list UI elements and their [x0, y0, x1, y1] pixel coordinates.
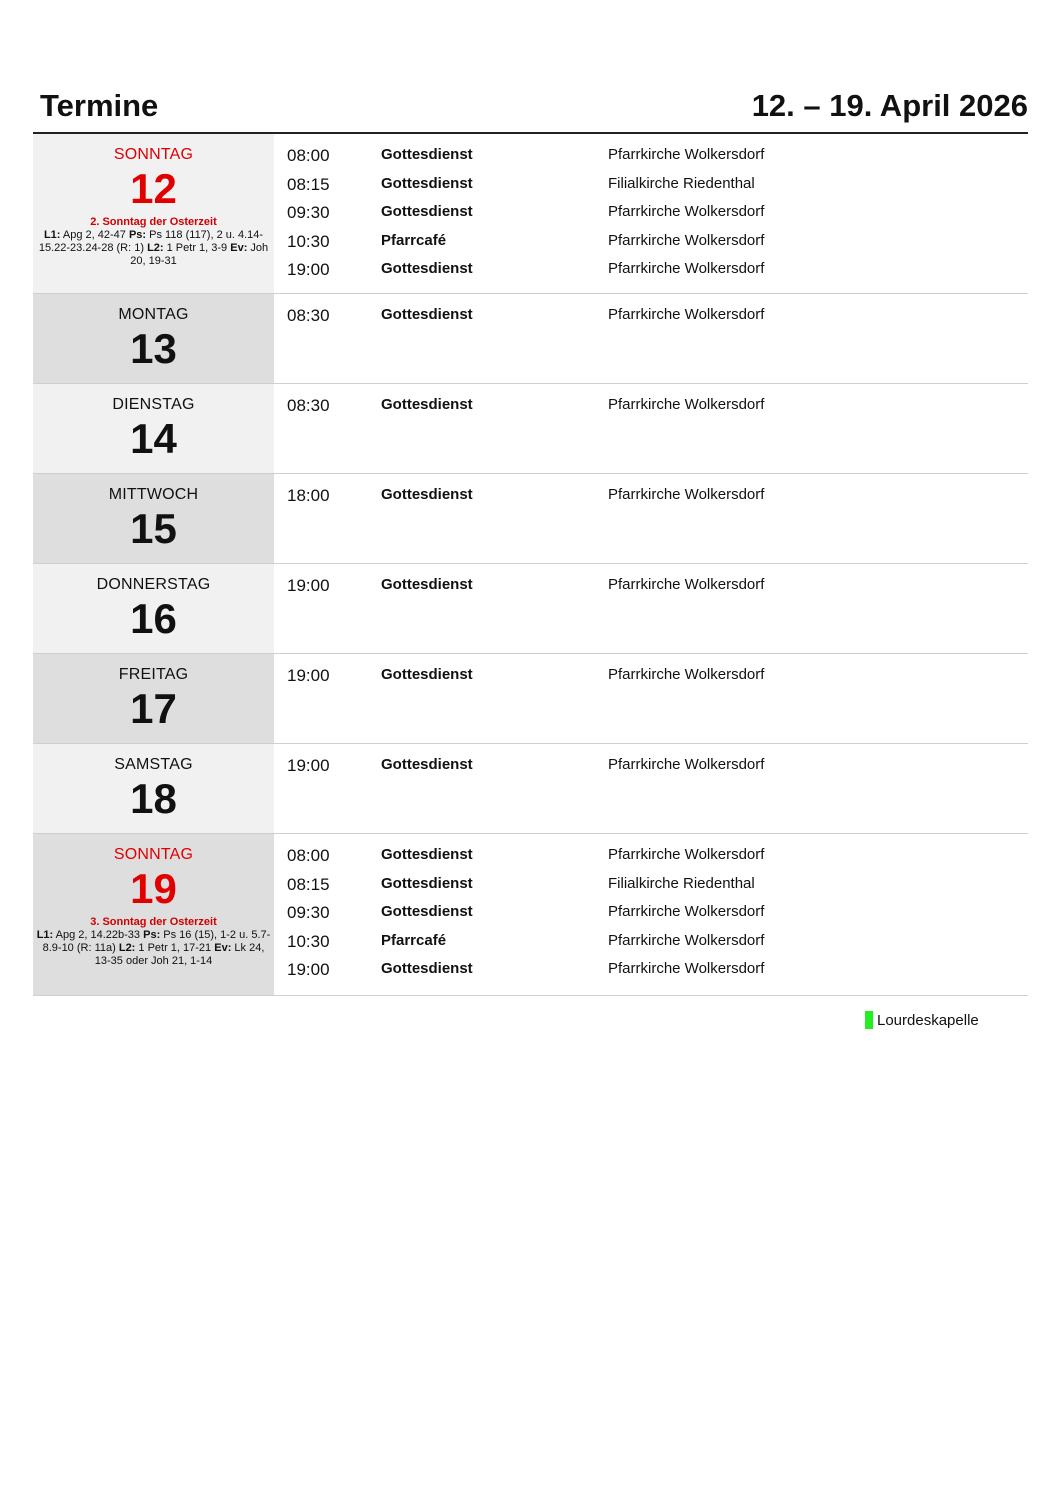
legend [865, 1010, 979, 1030]
weekday-label: MITTWOCH [108, 486, 199, 503]
reading-label: Ps: [128, 229, 147, 241]
day-number: 12 [130, 165, 177, 212]
event-time: 09:30 [287, 203, 330, 223]
reading-label: Ev: [214, 942, 232, 954]
day-cell [33, 474, 274, 563]
day-number: 14 [130, 415, 177, 462]
weekday-label: SONNTAG [113, 146, 194, 163]
event-name: Gottesdienst [381, 960, 473, 978]
event-row [274, 260, 1028, 289]
event-name: Gottesdienst [381, 903, 473, 921]
feast-name: 2. Sonntag der Osterzeit [90, 216, 217, 228]
event-name: Gottesdienst [381, 756, 473, 773]
reading-label: L1: [36, 929, 54, 941]
weekday-label: DONNERSTAG [96, 576, 211, 593]
event-row [274, 146, 1028, 175]
event-place: Pfarrkirche Wolkersdorf [608, 666, 765, 683]
event-row [274, 875, 1028, 904]
event-place: Pfarrkirche Wolkersdorf [608, 931, 765, 949]
date-range: 12. – 19. April 2026 [751, 88, 1028, 123]
reading-text: Apg 2, 14.22b-33 [53, 929, 144, 941]
event-place: Pfarrkirche Wolkersdorf [608, 486, 765, 503]
event-list [274, 134, 1028, 293]
event-time: 09:30 [287, 903, 330, 923]
event-name: Gottesdienst [381, 874, 473, 892]
day-cell [33, 654, 274, 743]
reading-label: Ps: [143, 929, 161, 941]
event-name: Gottesdienst [381, 260, 473, 278]
event-name: Gottesdienst [381, 666, 473, 683]
reading-text: 1 Petr 1, 17-21 [135, 942, 215, 954]
event-row [274, 232, 1028, 261]
weekday-label: MONTAG [118, 306, 189, 323]
day-row [33, 564, 1028, 654]
event-time: 08:30 [287, 396, 330, 415]
event-row [274, 576, 1028, 605]
day-list [33, 134, 1028, 996]
event-place: Pfarrkirche Wolkersdorf [608, 146, 765, 163]
event-row [274, 903, 1028, 932]
legend-swatch [865, 1011, 873, 1029]
event-name: Gottesdienst [381, 174, 473, 192]
event-name: Gottesdienst [381, 396, 473, 413]
day-cell [33, 134, 274, 293]
readings [33, 929, 274, 968]
reading-text: Ps 118 (117), 2 u. 4.14-15.22-23.24-28 (R: 1) [38, 229, 264, 254]
event-name: Gottesdienst [381, 486, 473, 503]
event-place: Filialkirche Riedenthal [608, 174, 755, 192]
event-time: 10:30 [287, 231, 330, 251]
weekday-label: DIENSTAG [112, 396, 195, 413]
day-cell [33, 384, 274, 473]
event-time: 18:00 [287, 486, 330, 505]
day-number: 18 [130, 775, 177, 822]
event-list [274, 744, 1028, 833]
page-header [33, 86, 1028, 134]
legend-label: Lourdeskapelle [877, 1011, 979, 1029]
event-row [274, 486, 1028, 515]
reading-label: L1: [43, 229, 61, 241]
event-time: 19:00 [287, 576, 330, 595]
day-number: 19 [130, 865, 177, 912]
reading-label: L2: [118, 942, 136, 954]
event-row [274, 396, 1028, 425]
event-list [274, 384, 1028, 473]
event-name: Pfarrcafé [381, 231, 447, 249]
event-place: Pfarrkirche Wolkersdorf [608, 846, 765, 863]
event-name: Gottesdienst [381, 576, 473, 593]
event-time: 19:00 [287, 960, 330, 980]
page-title: Termine [40, 88, 159, 123]
day-number: 17 [130, 685, 177, 732]
event-time: 10:30 [287, 931, 330, 951]
day-row [33, 654, 1028, 744]
event-time: 08:30 [287, 306, 330, 325]
weekday-label: SONNTAG [113, 846, 194, 863]
day-cell [33, 744, 274, 833]
event-place: Pfarrkirche Wolkersdorf [608, 203, 765, 221]
event-list [274, 294, 1028, 383]
event-list [274, 834, 1028, 995]
day-number: 16 [130, 595, 177, 642]
event-place: Pfarrkirche Wolkersdorf [608, 960, 765, 978]
event-row [274, 846, 1028, 875]
event-row [274, 306, 1028, 335]
reading-text: Joh 20, 19-31 [130, 242, 272, 267]
event-time: 19:00 [287, 756, 330, 775]
event-row [274, 175, 1028, 204]
reading-label: Ev: [230, 242, 248, 254]
event-row [274, 666, 1028, 695]
event-list [274, 474, 1028, 563]
reading-label: L2: [147, 242, 164, 254]
event-time: 08:15 [287, 874, 330, 894]
day-row [33, 384, 1028, 474]
event-place: Pfarrkirche Wolkersdorf [608, 396, 765, 413]
day-cell [33, 834, 274, 995]
day-number: 13 [130, 325, 177, 372]
event-name: Gottesdienst [381, 846, 473, 863]
day-row [33, 134, 1028, 294]
reading-text: Apg 2, 42-47 [60, 229, 129, 241]
day-row [33, 294, 1028, 384]
event-name: Pfarrcafé [381, 931, 447, 949]
event-place: Pfarrkirche Wolkersdorf [608, 756, 765, 773]
reading-text: Lk 24, 13-35 oder Joh 21, 1-14 [94, 942, 268, 967]
event-place: Pfarrkirche Wolkersdorf [608, 231, 765, 249]
event-place: Pfarrkirche Wolkersdorf [608, 306, 765, 323]
reading-text: Ps 16 (15), 1-2 u. 5.7-8.9-10 (R: 11a) [42, 929, 271, 954]
event-place: Filialkirche Riedenthal [608, 874, 755, 892]
event-time: 19:00 [287, 260, 330, 280]
readings [33, 229, 274, 268]
event-place: Pfarrkirche Wolkersdorf [608, 260, 765, 278]
day-cell [33, 564, 274, 653]
weekday-label: SAMSTAG [114, 756, 193, 773]
event-row [274, 756, 1028, 785]
day-row [33, 834, 1028, 996]
reading-text: 1 Petr 1, 3-9 [163, 242, 231, 254]
day-row [33, 474, 1028, 564]
event-row [274, 203, 1028, 232]
event-row [274, 932, 1028, 961]
event-name: Gottesdienst [381, 306, 473, 323]
event-time: 08:00 [287, 146, 330, 165]
event-list [274, 654, 1028, 743]
event-list [274, 564, 1028, 653]
event-place: Pfarrkirche Wolkersdorf [608, 576, 765, 593]
event-place: Pfarrkirche Wolkersdorf [608, 903, 765, 921]
event-time: 08:00 [287, 846, 330, 865]
event-time: 08:15 [287, 174, 330, 194]
day-number: 15 [130, 505, 177, 552]
day-cell [33, 294, 274, 383]
event-name: Gottesdienst [381, 146, 473, 163]
day-row [33, 744, 1028, 834]
event-time: 19:00 [287, 666, 330, 685]
weekday-label: FREITAG [118, 666, 189, 683]
event-name: Gottesdienst [381, 203, 473, 221]
feast-name: 3. Sonntag der Osterzeit [90, 916, 217, 928]
event-row [274, 960, 1028, 989]
